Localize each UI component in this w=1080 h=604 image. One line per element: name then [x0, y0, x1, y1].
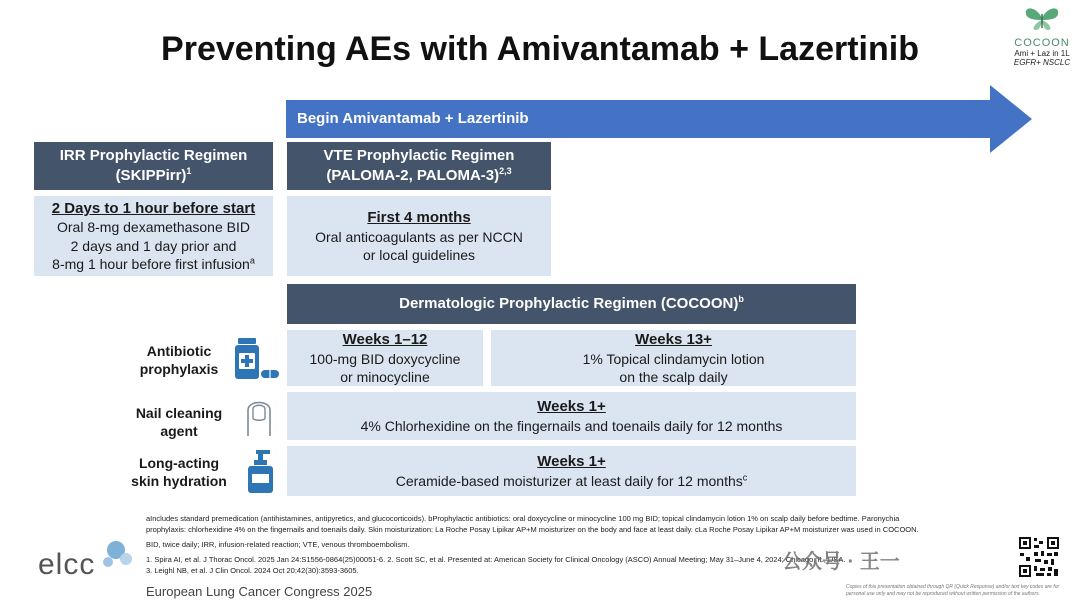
wechat-watermark: 公众号 · 王一	[782, 551, 900, 573]
vte-box	[287, 196, 551, 276]
derm-header	[287, 284, 856, 324]
irr-header-line1: IRR Prophylactic Regimen	[59, 146, 248, 164]
irr-header-line2: (SKIPPirr)$^1$	[115, 165, 192, 184]
antibiotic-cell-2-timing: Weeks 13+	[635, 331, 712, 349]
irr-line3: 8-mg 1 hour before first infusion$^a$	[52, 255, 255, 272]
antibiotic-cell-1-timing: Weeks 1–12	[342, 331, 428, 349]
antibiotic-cell-2-line1: 1% Topical clindamycin lotion	[582, 350, 765, 367]
butterfly-icon	[1022, 6, 1062, 32]
row-label-hydration: Long-acting skin hydration	[131, 455, 227, 490]
footnote-notes: aIncludes standard premedication (antihistamines, antipyretics, and glucocorticoids). bProphylactic antibiotics: oral doxycycline or minocycline 100 mg BID; topical clindamycin lotion 1% on scalp daily before bedtime. Paronychia prophylaxis: chlorhexidine 4% on the fingernails and toenails daily. Skin moisturization: La Roche Posay Lipikar AP+M moisturizer on the body and face at least daily. cLa Roche Posay Lipikar AP+M moisturizer was used in COCOON.	[146, 514, 919, 534]
cocoon-sub1: Ami + Laz in 1L	[1014, 49, 1070, 58]
cocoon-logo	[1012, 6, 1072, 67]
nail-cell	[287, 392, 856, 440]
nail-cell-line1: 4% Chlorhexidine on the fingernails and toenails daily for 12 months	[360, 417, 783, 434]
cocoon-sub2: EGFR+ NSCLC	[1013, 58, 1071, 67]
irr-timing: 2 Days to 1 hour before start	[51, 199, 256, 217]
irr-header	[34, 142, 273, 190]
irr-box	[34, 196, 273, 276]
antibiotic-cell-1-line2: or minocycline	[340, 368, 430, 385]
elcc-logo	[38, 540, 96, 581]
arrow-head	[990, 85, 1032, 153]
vte-timing: First 4 months	[367, 209, 471, 227]
nail-cell-timing: Weeks 1+	[537, 398, 606, 416]
vte-line1: Oral anticoagulants as per NCCN	[315, 228, 523, 245]
irr-line2: 2 days and 1 day prior and	[70, 237, 237, 254]
antibiotic-cell-1-line1: 100-mg BID doxycycline	[309, 350, 461, 367]
qr-code-icon[interactable]	[1018, 536, 1060, 578]
elcc-wordmark: elcc	[38, 548, 96, 581]
slide-title: Preventing AEs with Amivantamab + Lazertinib	[161, 30, 919, 68]
hydration-cell-line1: Ceramide-based moisturizer at least daily for 12 months$^c$	[395, 472, 748, 489]
hydration-cell-timing: Weeks 1+	[537, 453, 606, 471]
footnote-abbrev: BID, twice daily; IRR, infusion-related reaction; VTE, venous thromboembolism.	[146, 539, 410, 549]
antibiotic-cell-2	[491, 330, 856, 386]
row-label-antibiotic: Antibiotic prophylaxis	[139, 343, 219, 378]
footnote-ref2: 3. Leighl NB, et al. J Clin Oncol. 2024 Oct 20;42(30):3593-3605.	[146, 565, 359, 575]
cocoon-brand: COCOON	[1014, 37, 1070, 49]
congress-name: European Lung Cancer Congress 2025	[146, 584, 373, 599]
lotion-pump-icon	[244, 448, 276, 494]
medicine-bottle-icon	[232, 336, 280, 382]
copyright-note: Copies of this presentation obtained through QR (Quick Response) and/or text key codes are for personal use only and may not be reproduced without written permission of the authors.	[846, 584, 1060, 597]
antibiotic-cell-2-line2: on the scalp daily	[619, 368, 728, 385]
hydration-cell	[287, 446, 856, 496]
derm-header-text: Dermatologic Prophylactic Regimen (COCOON)$^b$	[399, 294, 744, 313]
fingernail-icon	[244, 396, 274, 436]
row-label-nail: Nail cleaning agent	[135, 405, 223, 440]
vte-header-line1: VTE Prophylactic Regimen	[323, 146, 515, 164]
vte-line2: or local guidelines	[362, 246, 476, 263]
vte-header-line2: (PALOMA-2, PALOMA-3)$^{2,3}$	[326, 165, 512, 184]
arrow-label: Begin Amivantamab + Lazertinib	[297, 110, 529, 127]
antibiotic-cell-1	[287, 330, 483, 386]
vte-header	[287, 142, 551, 190]
elcc-dots-icon	[96, 540, 136, 570]
footnote-ref1: 1. Spira AI, et al. J Thorac Oncol. 2025 Jan 24:S1556-0864(25)00051-6. 2. Scott SC, et al. Presented at: American Society for Clinical Oncology (ASCO) Annual Meeting; May 31–June 4, 2024; Chicago, IL, USA.	[146, 554, 846, 564]
irr-line1: Oral 8-mg dexamethasone BID	[57, 219, 250, 236]
